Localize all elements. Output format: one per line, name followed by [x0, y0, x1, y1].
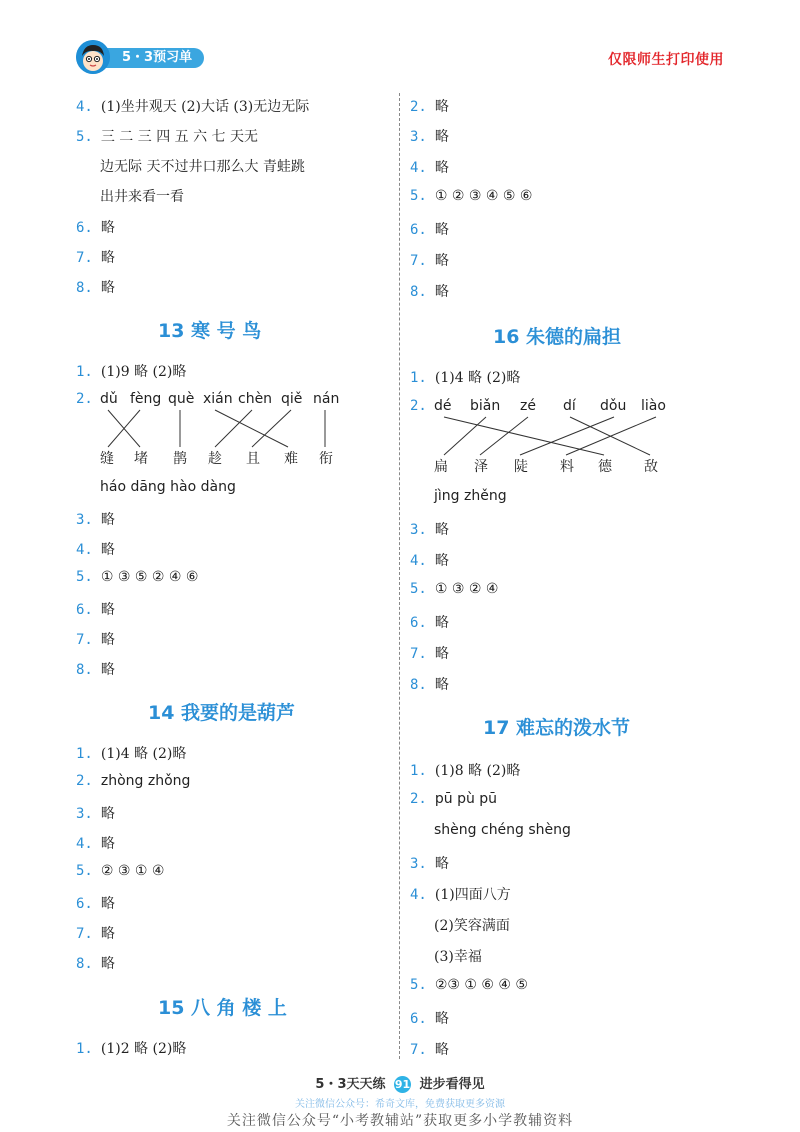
list-item: 5. ② ③ ① ④: [76, 863, 165, 879]
list-item: 7. 略: [76, 926, 115, 942]
pinyin-line: háo dāng hào dàng: [100, 479, 236, 495]
watermark-top: 关注微信公众号：希奇文库，免费获取更多资源: [295, 1099, 505, 1110]
list-item: 4. 略: [76, 836, 115, 852]
list-item: shèng chéng shèng: [434, 822, 571, 838]
hanzi-char: 料: [560, 459, 574, 475]
list-item: 6. 略: [410, 1011, 449, 1027]
page-footer: [0, 1073, 800, 1093]
list-item: 3. 略: [410, 856, 449, 872]
lesson-16-title: 16 朱德的扁担: [493, 326, 622, 348]
pinyin-line: jìng zhěng: [434, 488, 507, 504]
list-item: 5. ① ② ③ ④ ⑤ ⑥: [410, 188, 533, 204]
pinyin-label: liào: [641, 398, 666, 414]
list-item: 8. 略: [410, 284, 449, 300]
list-item: 7. 略: [410, 253, 449, 269]
list-item: 7. 略: [76, 250, 115, 266]
list-item: 1. (1)2 略 (2)略: [76, 1041, 187, 1057]
hanzi-char: 缝: [100, 451, 114, 467]
list-item: 4. (1)四面八方: [410, 887, 511, 903]
hanzi-char: 德: [598, 459, 612, 475]
list-item: 3. 略: [410, 129, 449, 145]
list-item: 5. ②③ ① ⑥ ④ ⑤: [410, 977, 528, 993]
hanzi-char: 且: [246, 451, 260, 467]
list-item: 3. 略: [76, 512, 115, 528]
footer-left: 5・3天天练: [315, 1077, 386, 1092]
hanzi-char: 敌: [644, 459, 658, 475]
list-item: 2. pū pù pū: [410, 791, 498, 807]
list-item: 6. 略: [410, 615, 449, 631]
pinyin-label: qiě: [281, 391, 303, 407]
pinyin-label: dé: [434, 398, 452, 414]
pinyin-label: chèn: [238, 391, 273, 407]
list-item: 7. 略: [76, 632, 115, 648]
list-item: (2)笑容满面: [434, 918, 510, 934]
list-item: 5. ① ③ ② ④: [410, 581, 499, 597]
footer-right: 进步看得见: [419, 1077, 485, 1092]
list-item: 2. 略: [410, 99, 449, 115]
list-item: 6. 略: [76, 602, 115, 618]
list-item: 3. 略: [410, 522, 449, 538]
pinyin-label: què: [168, 391, 195, 407]
pinyin-label: nán: [313, 391, 340, 407]
list-item: 1. (1)4 略 (2)略: [76, 746, 187, 762]
list-item: 5. 三 二 三 四 五 六 七 天无: [76, 129, 259, 145]
lesson-17-title: 17 难忘的泼水节: [483, 717, 631, 739]
lesson-15-title: 15 八 角 楼 上: [158, 997, 287, 1019]
list-item: 4. (1)坐井观天 (2)大话 (3)无边无际: [76, 99, 310, 115]
list-item: 4. 略: [410, 553, 449, 569]
hanzi-char: 难: [284, 451, 298, 467]
list-item: 1. (1)8 略 (2)略: [410, 763, 521, 779]
pinyin-label: dí: [563, 398, 576, 414]
hanzi-char: 泽: [474, 459, 488, 475]
pinyin-label: fèng: [130, 391, 162, 407]
hanzi-char: 衔: [319, 451, 333, 467]
list-item: 1. (1)4 略 (2)略: [410, 370, 521, 386]
list-item: 2.: [410, 398, 427, 414]
hanzi-char: 趁: [208, 451, 222, 467]
list-item: (3)幸福: [434, 949, 482, 965]
hanzi-char: 鹊: [173, 451, 187, 467]
lesson-14-title: 14 我要的是葫芦: [148, 702, 296, 724]
list-item: 2. zhòng zhǒng: [76, 773, 191, 789]
lesson-13-title: 13 寒 号 鸟: [158, 320, 262, 342]
hanzi-char: 堵: [134, 451, 148, 467]
pinyin-label: dǒu: [600, 398, 627, 414]
list-item: 1. (1)9 略 (2)略: [76, 364, 187, 380]
list-item: 3. 略: [76, 806, 115, 822]
list-item: 2.: [76, 391, 93, 407]
list-item: 4. 略: [410, 160, 449, 176]
list-item: 6. 略: [76, 220, 115, 236]
list-item: 7. 略: [410, 1042, 449, 1058]
print-notice: 仅限师生打印使用: [608, 52, 724, 68]
page-number: 91: [394, 1078, 411, 1091]
list-item: 8. 略: [410, 677, 449, 693]
pinyin-label: biǎn: [470, 398, 501, 414]
list-item: 4. 略: [76, 542, 115, 558]
watermark-bottom: 关注微信公众号“小考教辅站”获取更多小学教辅资料: [226, 1113, 574, 1129]
list-item: 8. 略: [76, 956, 115, 972]
list-item: 6. 略: [410, 222, 449, 238]
list-item: 6. 略: [76, 896, 115, 912]
badge-label: 5・3预习单: [94, 48, 204, 68]
list-item: 5. ① ③ ⑤ ② ④ ⑥: [76, 569, 199, 585]
hanzi-char: 陡: [514, 459, 528, 475]
list-item: 7. 略: [410, 646, 449, 662]
hanzi-char: 扁: [434, 459, 448, 475]
list-item: 边无际 天不过井口那么大 青蛙跳: [100, 159, 305, 175]
pinyin-label: dǔ: [100, 391, 118, 407]
list-item: 8. 略: [76, 662, 115, 678]
pinyin-label: xián: [203, 391, 233, 407]
list-item: 出井来看一看: [100, 189, 184, 205]
list-item: 8. 略: [76, 280, 115, 296]
pinyin-label: zé: [520, 398, 536, 414]
